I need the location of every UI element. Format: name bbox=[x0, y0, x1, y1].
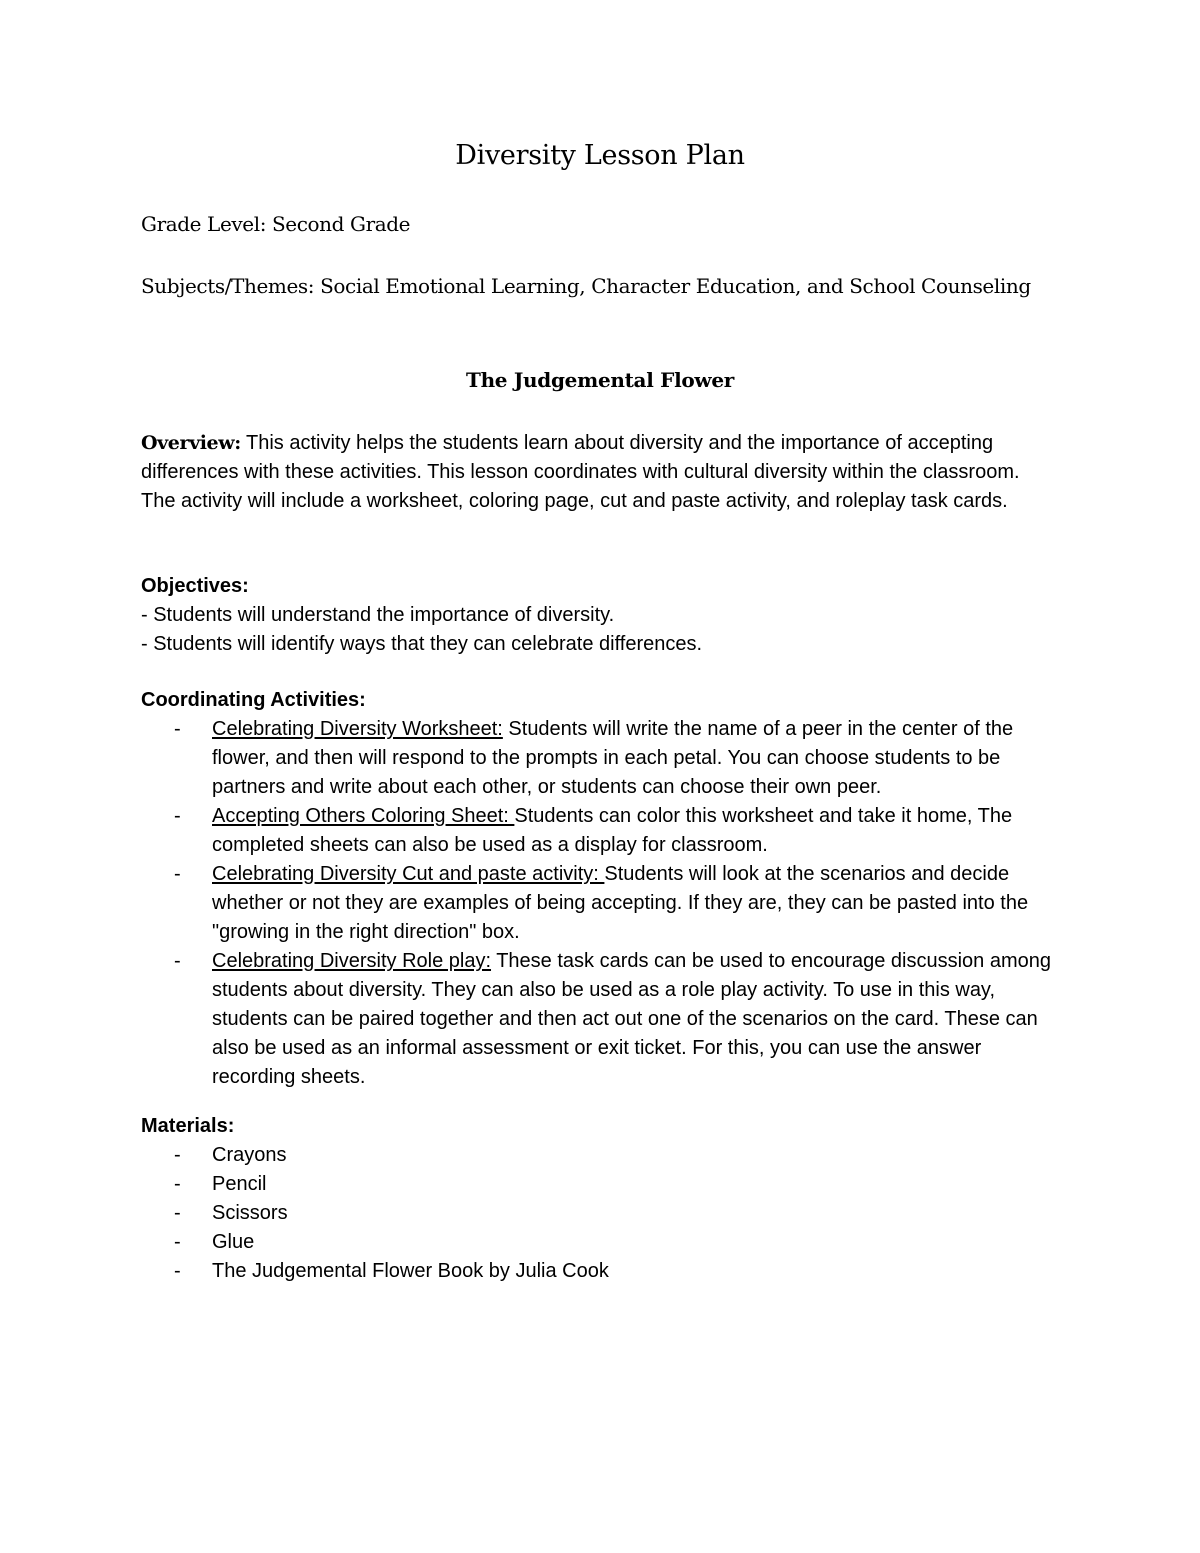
dash-bullet: - bbox=[174, 718, 181, 740]
materials-section bbox=[141, 1112, 1056, 1286]
dash-bullet: - bbox=[174, 1144, 181, 1166]
material-item bbox=[141, 1141, 1056, 1170]
objective-item: - Students will identify ways that they can celebrate differences. bbox=[141, 633, 703, 655]
material-item bbox=[141, 1257, 1056, 1286]
dash-bullet: - bbox=[174, 950, 181, 972]
material-label: Glue bbox=[212, 1231, 255, 1253]
overview-paragraph bbox=[141, 429, 1056, 516]
dash-bullet: - bbox=[174, 1260, 181, 1282]
dash-bullet: - bbox=[174, 1202, 181, 1224]
activities-heading: Coordinating Activities: bbox=[141, 689, 366, 711]
material-item bbox=[141, 1170, 1056, 1199]
activity-text: Students will write the name of a peer in the center of the flower, and then will respond to the prompts in each petal. You can choose students to be partners and write about each other, or students can choose their own peer. bbox=[212, 718, 1014, 798]
activity-title: Celebrating Diversity Worksheet: bbox=[212, 718, 503, 740]
activity-item bbox=[141, 947, 1056, 1092]
activity-title: Celebrating Diversity Role play: bbox=[212, 950, 492, 972]
material-item bbox=[141, 1199, 1056, 1228]
overview-text: This activity helps the students learn about diversity and the importance of accepting differences with these activities. This lesson coordinates with cultural diversity within the classroom. The activity will include a worksheet, coloring page, cut and paste activity, and roleplay task cards. bbox=[141, 432, 1020, 512]
dash-bullet: - bbox=[174, 1173, 181, 1195]
materials-list bbox=[141, 1141, 1056, 1286]
material-label: Pencil bbox=[212, 1173, 267, 1195]
dash-bullet: - bbox=[174, 1231, 181, 1253]
activity-text: These task cards can be used to encourage discussion among students about diversity. They can also be used as a role play activity. To use in this way, students can be paired together and then act out one of the scenarios on the card. These can also be used as an informal assessment or exit ticket. For this, you can use the answer recording sheets. bbox=[212, 950, 1051, 1088]
grade-level: Grade Level: Second Grade bbox=[141, 212, 411, 236]
overview-label: Overview: bbox=[141, 432, 241, 454]
material-item bbox=[141, 1228, 1056, 1257]
material-label: Scissors bbox=[212, 1202, 288, 1224]
section-title: The Judgemental Flower bbox=[465, 368, 734, 392]
objectives-section bbox=[141, 572, 1056, 659]
objectives-heading: Objectives: bbox=[141, 575, 249, 597]
activity-title: Accepting Others Coloring Sheet: bbox=[212, 805, 515, 827]
activities-list bbox=[141, 715, 1056, 1092]
materials-heading: Materials: bbox=[141, 1115, 235, 1137]
activity-title: Celebrating Diversity Cut and paste activity: bbox=[212, 863, 605, 885]
dash-bullet: - bbox=[174, 863, 181, 885]
material-label: Crayons bbox=[212, 1144, 287, 1166]
document-title: Diversity Lesson Plan bbox=[455, 140, 745, 171]
activity-item bbox=[141, 860, 1056, 947]
activity-item bbox=[141, 715, 1056, 802]
activity-text: Students can color this worksheet and take it home, The completed sheets can also be used as a display for classroom. bbox=[212, 805, 1013, 856]
activities-section bbox=[141, 686, 1056, 1092]
dash-bullet: - bbox=[174, 805, 181, 827]
activity-text: Students will look at the scenarios and decide whether or not they are examples of being accepting. If they are, they can be pasted into the "growing in the right direction" box. bbox=[212, 863, 1029, 943]
objective-item: - Students will understand the importance of diversity. bbox=[141, 604, 615, 626]
material-label: The Judgemental Flower Book by Julia Cook bbox=[212, 1260, 609, 1282]
subjects-themes: Subjects/Themes: Social Emotional Learning, Character Education, and School Counseling bbox=[141, 274, 1031, 298]
activity-item bbox=[141, 802, 1056, 860]
